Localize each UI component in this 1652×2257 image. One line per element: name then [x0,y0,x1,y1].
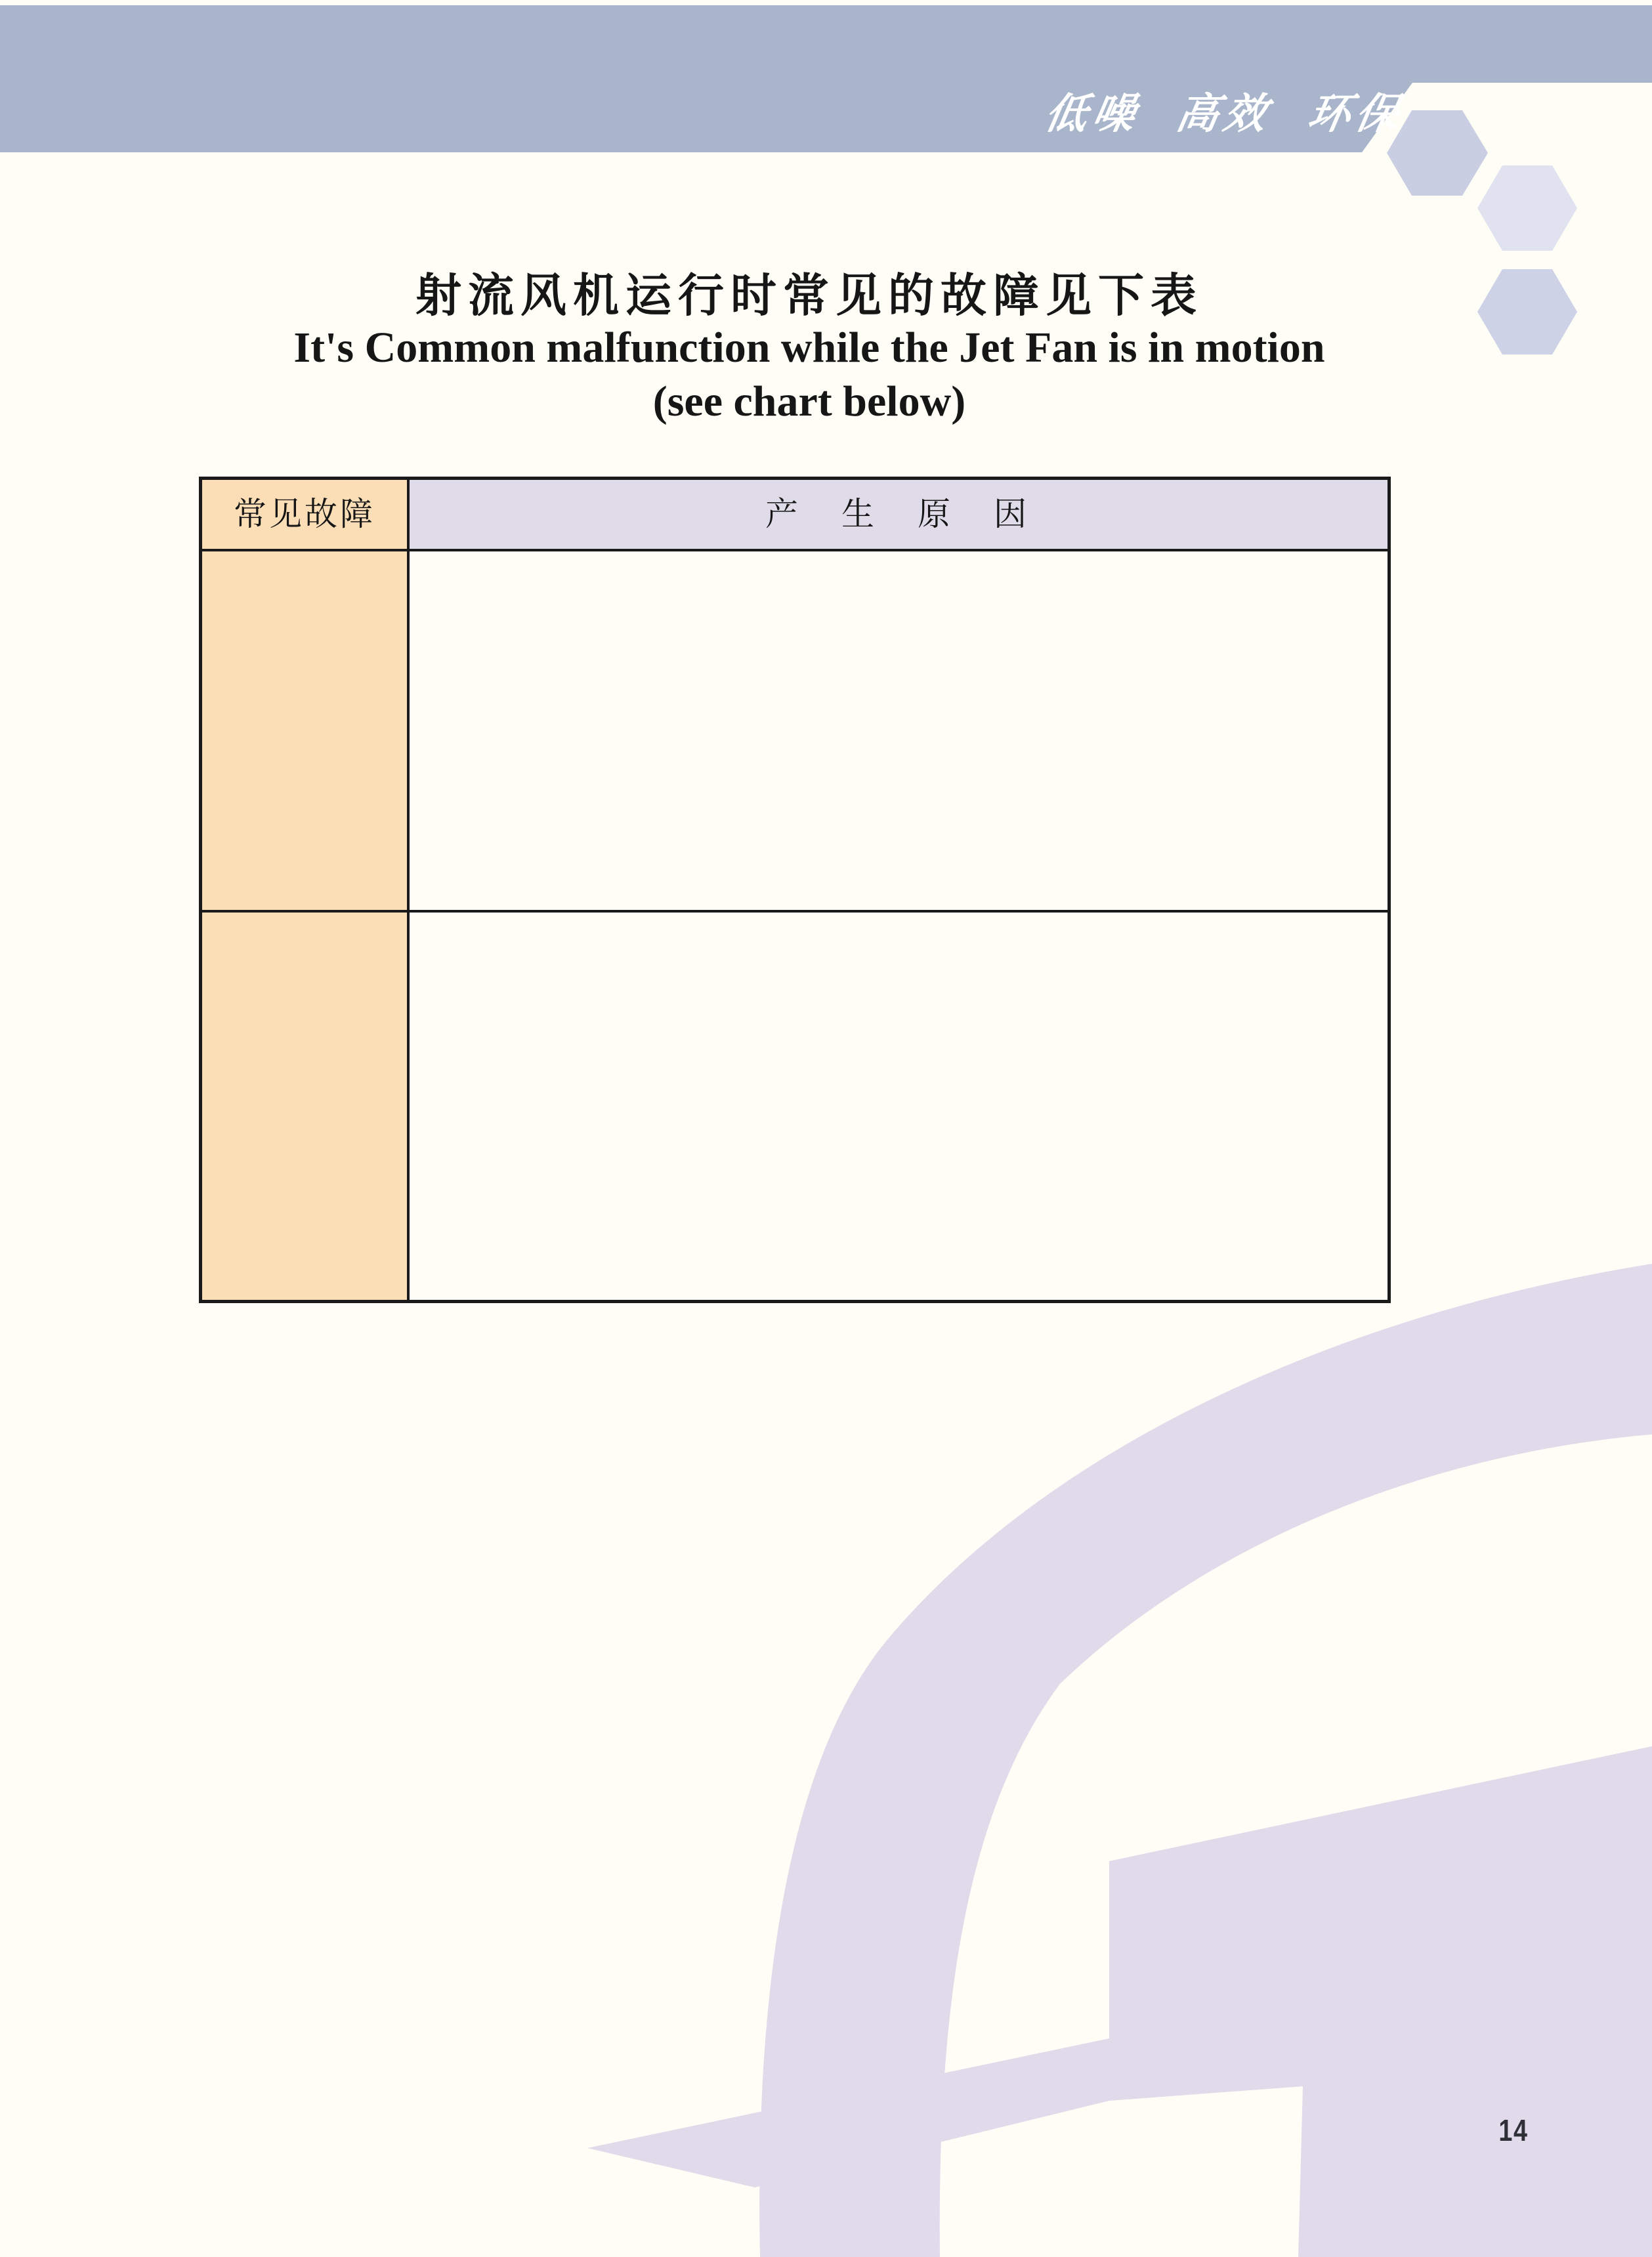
page-title: 射流风机运行时常见的故障见下表 [415,270,1203,321]
cause-line [443,978,1387,1031]
page-number: 14 [1498,2113,1529,2147]
table-row-causes [410,913,1387,1300]
body-line [199,1999,1485,2049]
body-line [199,1450,1485,1500]
cause-line [443,773,1387,826]
cause-line [443,1083,1387,1136]
cause-line [443,1188,1387,1241]
header-slogan: 低噪 高效 环保 [1041,89,1407,139]
cause-line [443,668,1387,721]
cause-line [443,826,1387,878]
body-line [199,1849,1485,1899]
table-row-causes [410,551,1387,910]
cause-line [443,1031,1387,1083]
fault-table [199,477,1391,1303]
table-row-fault-label [202,913,407,1300]
body-line [199,1949,1485,1999]
body-line [199,1550,1485,1600]
body-line [199,1750,1485,1799]
body-line [199,1899,1485,1949]
body-line [199,1700,1485,1750]
cause-line [443,616,1387,668]
table-row-fault-label [202,551,407,910]
body-text [199,1350,1485,2049]
cause-line [443,1136,1387,1188]
page-subtitle-en: It's Common malfunction while the Jet Fan is in motion [293,324,1325,372]
body-line [199,1650,1485,1700]
body-line [199,1350,1485,1400]
cause-line [443,563,1387,616]
cause-line [443,721,1387,773]
body-line [199,1799,1485,1849]
table-header-cause: 产 生 原 因 [410,480,1387,549]
body-line [199,1600,1485,1650]
body-line [199,1500,1485,1550]
table-header-fault: 常见故障 [202,480,407,549]
body-line [199,1400,1485,1450]
page-subtitle-en-2: (see chart below) [652,377,966,425]
